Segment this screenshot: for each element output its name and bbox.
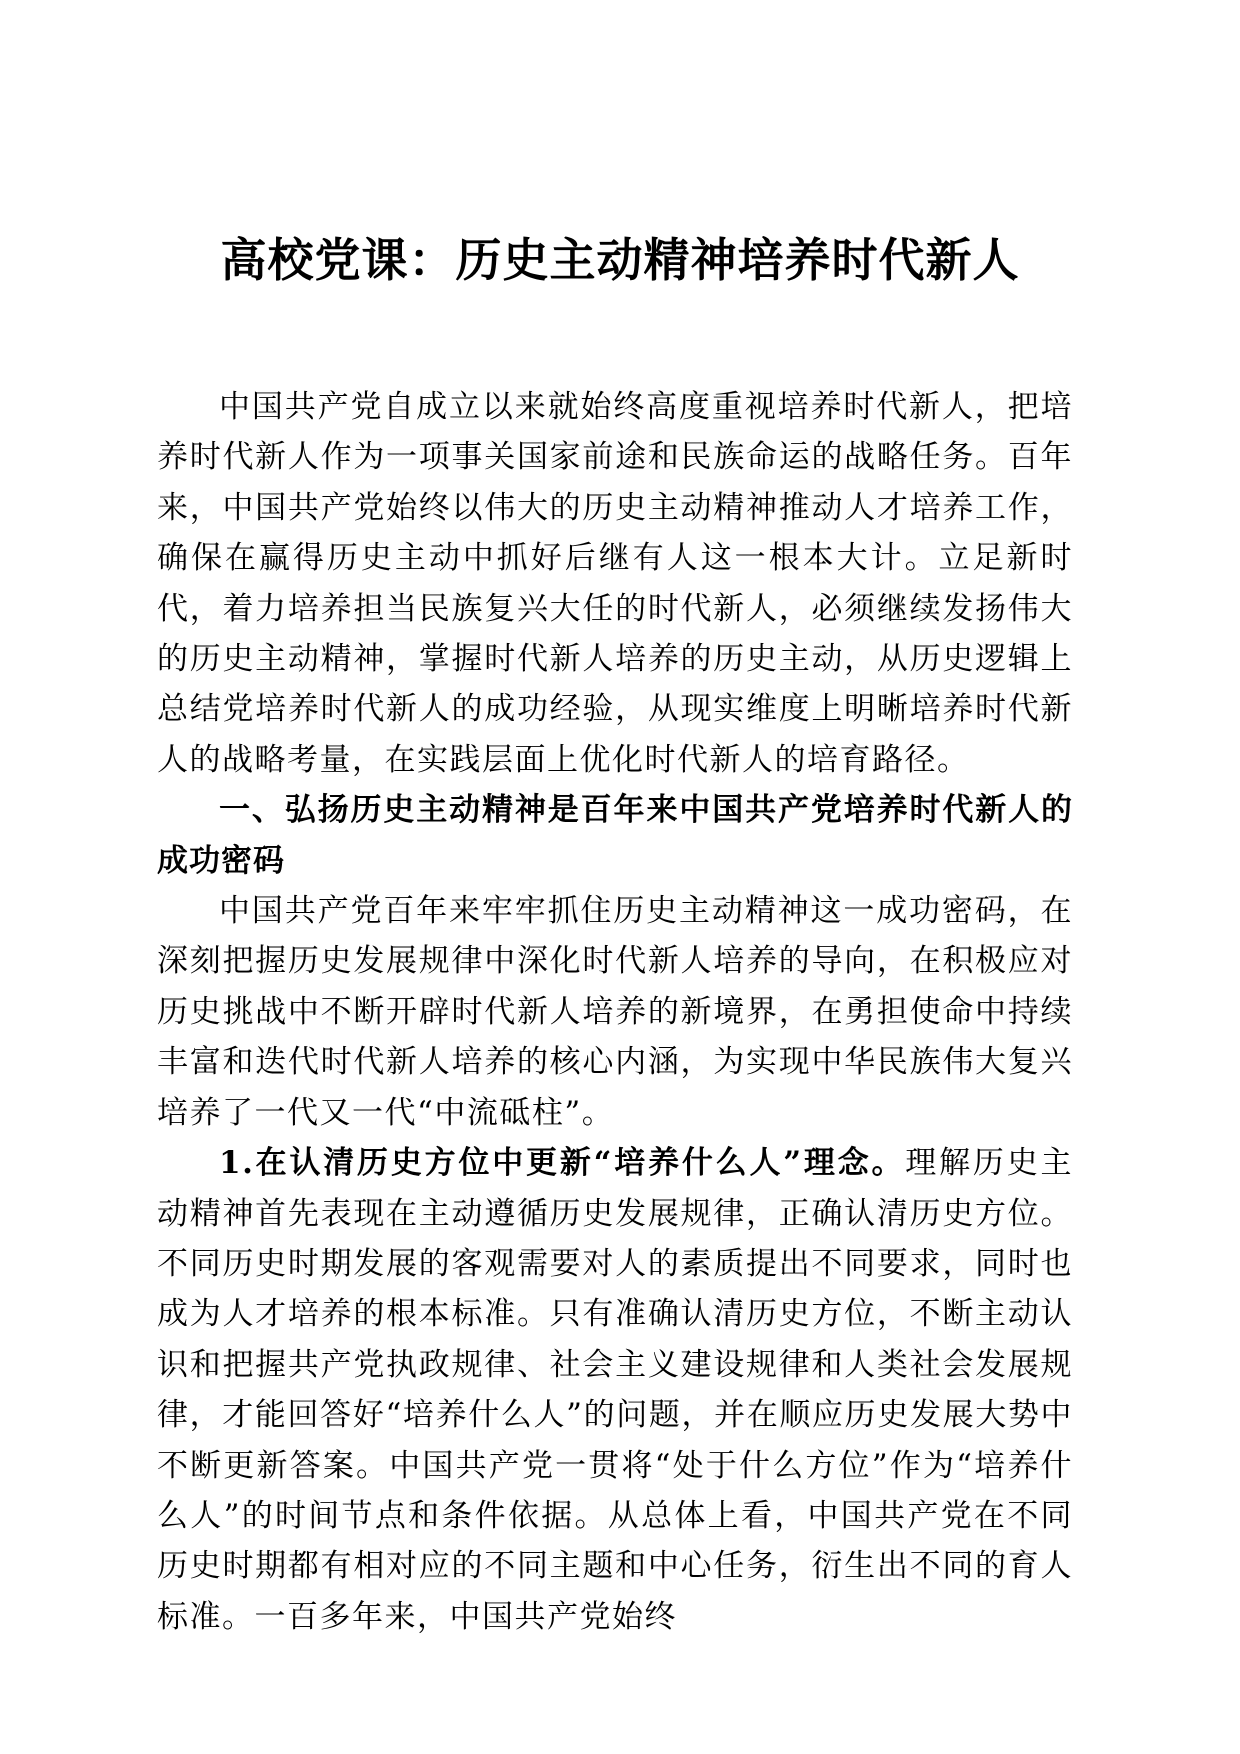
point-1-body: 理解历史主动精神首先表现在主动遵循历史发展规律，正确认清历史方位。不同历史时期发展的客观需要对人的素质提出不同要求，同时也成为人才培养的根本标准。只有准确认清历史方位，不断主动认识和把握共产党执政规律、社会主义建设规律和人类社会发展规律，才能回答好“培养什么人”的问题，并在顺应历史发展大势中不断更新答案。中国共产党一贯将“处于什么方位”作为“培养什么人”的时间节点和条件依据。从总体上看，中国共产党在不同历史时期都有相对应的不同主题和中心任务，衍生出不同的育人标准。一百多年来，中国共产党始终 — [157, 1145, 1073, 1635]
paragraph-intro: 中国共产党自成立以来就始终高度重视培养时代新人，把培养时代新人作为一项事关国家前途和民族命运的战略任务。百年来，中国共产党始终以伟大的历史主动精神推动人才培养工作，确保在赢得历史主动中抓好后继有人这一根本大计。立足新时代，着力培养担当民族复兴大任的时代新人，必须继续发扬伟大的历史主动精神，掌握时代新人培养的历史主动，从历史逻辑上总结党培养时代新人的成功经验，从现实维度上明晰培养时代新人的战略考量，在实践层面上优化时代新人的培育路径。 — [157, 389, 1073, 778]
point-1-lead: 1.在认清历史方位中更新“培养什么人”理念。 — [219, 1145, 906, 1182]
document-title: 高校党课：历史主动精神培养时代新人 — [220, 233, 1020, 287]
document-body — [157, 382, 1073, 1642]
section-heading-1: 一、弘扬历史主动精神是百年来中国共产党培养时代新人的成功密码 — [157, 792, 1073, 879]
paragraph-point-1 — [157, 1138, 1073, 1642]
paragraph-section-1: 中国共产党百年来牢牢抓住历史主动精神这一成功密码，在深刻把握历史发展规律中深化时代新人培养的导向，在积极应对历史挑战中不断开辟时代新人培养的新境界，在勇担使命中持续丰富和迭代时代新人培养的核心内涵，为实现中华民族伟大复兴培养了一代又一代“中流砥柱”。 — [157, 893, 1073, 1131]
